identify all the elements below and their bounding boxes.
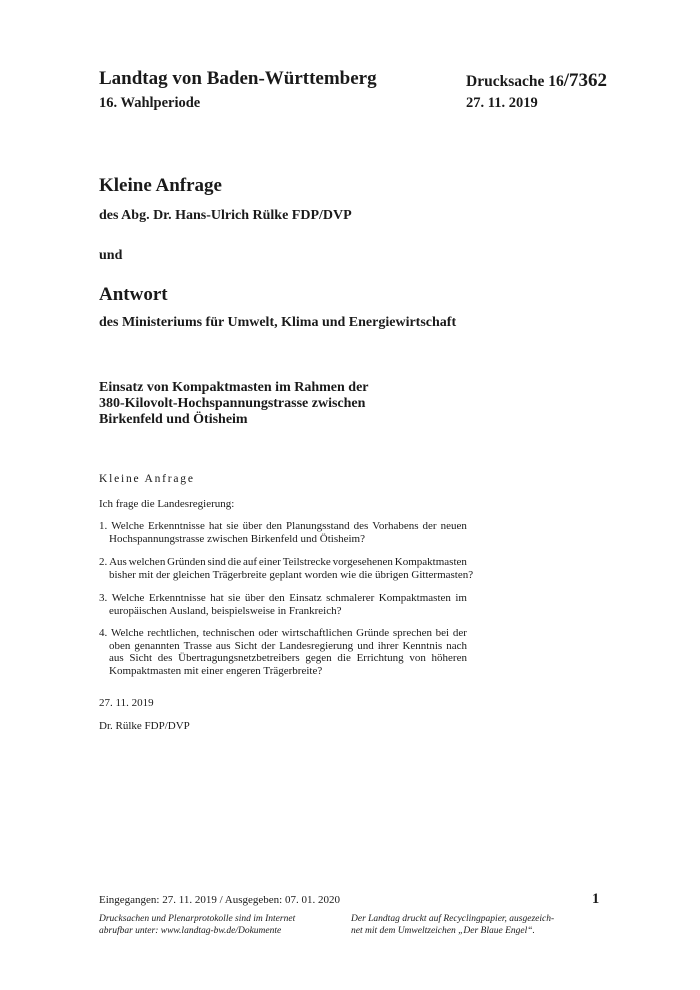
section-label: Kleine Anfrage — [99, 473, 195, 485]
question-line: Hochspannungstrasse zwischen Birkenfeld und Ötisheim? — [109, 532, 365, 545]
subject-line: 380-Kilovolt-Hochspannungstrasse zwischen — [99, 396, 366, 411]
intro-text: Ich frage die Landesregierung: — [99, 498, 235, 510]
question-4 — [99, 627, 467, 677]
question-3 — [99, 592, 467, 617]
drucksache-label: Drucksache 16 — [466, 73, 564, 90]
question-line: 3. Welche Erkenntnisse hat sie über den Einsatz schmalerer Kompaktmasten im — [99, 592, 467, 604]
kleine-anfrage-title: Kleine Anfrage — [99, 175, 222, 196]
signature-date: 27. 11. 2019 — [99, 697, 154, 709]
subject-line: Birkenfeld und Ötisheim — [99, 412, 248, 427]
question-line: Kompaktmasten mit einer engeren Trägerbreite? — [109, 664, 323, 677]
question-line: 2. Aus welchen Gründen sind die auf einer Teilstrecke vorgesehenen Kompaktmasten — [99, 556, 467, 568]
footnote-line: Der Landtag druckt auf Recyclingpapier, ausgezeich- — [351, 914, 555, 924]
footnote-line: abrufbar unter: www.landtag-bw.de/Dokumente — [99, 926, 282, 936]
page-number: 1 — [592, 891, 600, 907]
footnote-line: net mit dem Umweltzeichen „Der Blaue Engel“. — [351, 926, 535, 936]
drucksache-separator: / — [563, 70, 570, 91]
conjunction: und — [99, 248, 123, 263]
antwort-title: Antwort — [99, 284, 168, 305]
question-line: 4. Welche rechtlichen, technischen oder wirtschaftlichen Gründe sprechen bei der — [99, 627, 467, 639]
legislative-period: 16. Wahlperiode — [99, 95, 201, 111]
antwort-ministry: des Ministeriums für Umwelt, Klima und Energiewirtschaft — [99, 315, 457, 330]
footnote-recycling — [351, 913, 554, 937]
question-line: europäischen Ausland, beispielsweise in Frankreich? — [109, 604, 342, 617]
question-line: 1. Welche Erkenntnisse hat sie über den Planungsstand des Vorhabens der neuen — [99, 520, 467, 532]
subject-heading — [99, 380, 499, 428]
document-date: 27. 11. 2019 — [466, 95, 538, 111]
footnote-internet — [99, 913, 295, 937]
question-line: bisher mit der gleichen Trägerbreite geplant worden wie die übrigen Gittermasten? — [109, 568, 474, 581]
question-1 — [99, 520, 467, 545]
question-2 — [99, 556, 474, 581]
footer-dates: Eingegangen: 27. 11. 2019 / Ausgegeben: 07. 01. 2020 — [99, 894, 340, 906]
signatory: Dr. Rülke FDP/DVP — [99, 720, 190, 732]
kleine-anfrage-author: des Abg. Dr. Hans-Ulrich Rülke FDP/DVP — [99, 208, 352, 223]
drucksache-id: 7362 — [569, 70, 608, 91]
subject-line: Einsatz von Kompaktmasten im Rahmen der — [99, 380, 369, 395]
question-line: aus Sicht des Übertragungsnetzbetreibers gegen die Errichtung von höheren — [109, 652, 467, 664]
parliament-name: Landtag von Baden-Württemberg — [99, 68, 377, 89]
footnote-line: Drucksachen und Plenarprotokolle sind im Internet — [99, 914, 296, 924]
question-line: oben genannten Trasse aus Sicht der Landesregierung und ihrer Kenntnis nach — [109, 639, 467, 652]
drucksache-number — [466, 70, 607, 92]
